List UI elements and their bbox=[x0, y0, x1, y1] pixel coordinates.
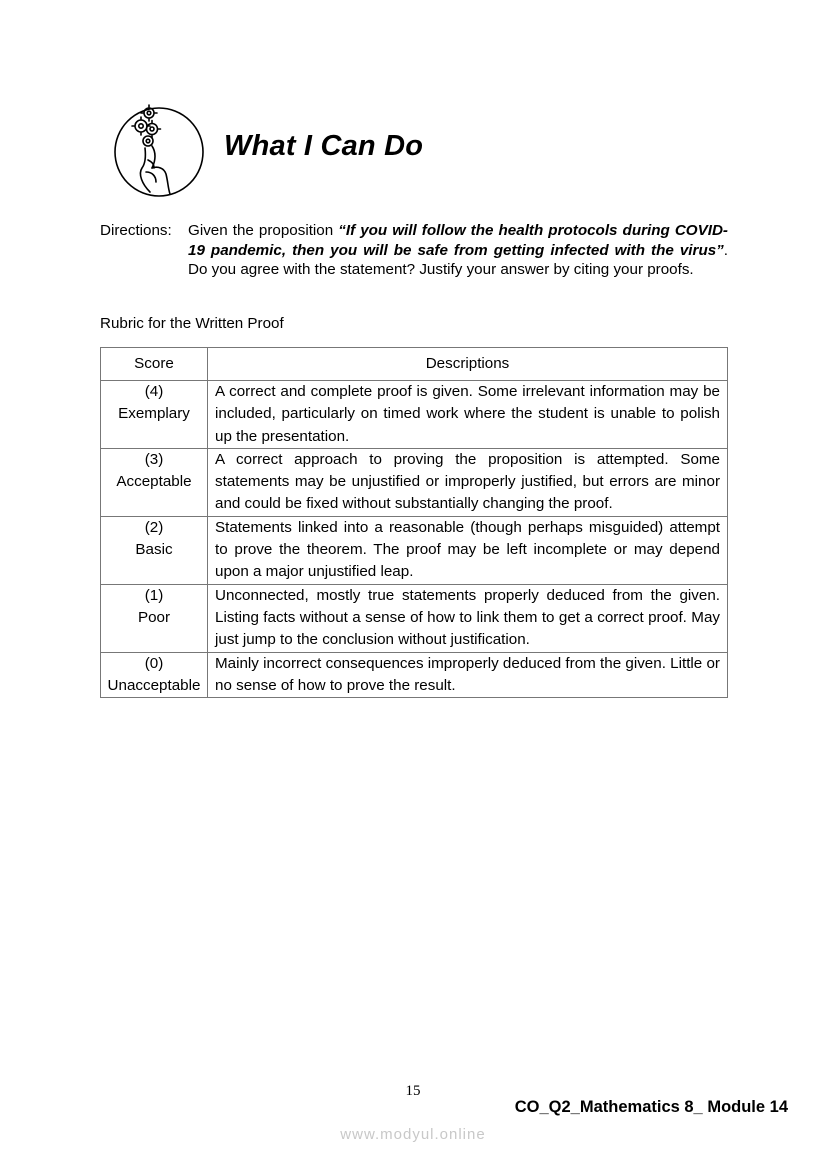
rubric-row bbox=[101, 584, 728, 652]
description-cell: Unconnected, mostly true statements properly deduced from the given. Listing facts without a sense of how to link them to get a correct proof. May just jump to the conclusion without justification. bbox=[208, 584, 728, 652]
score-cell bbox=[101, 516, 208, 584]
rubric-header-row bbox=[101, 348, 728, 381]
score-value: (1) bbox=[144, 586, 164, 604]
rubric-row bbox=[101, 652, 728, 698]
directions-rest: . Do you agree with the statement? Justify your answer by citing your proofs. bbox=[188, 241, 728, 279]
rubric-row bbox=[101, 381, 728, 449]
score-value: (0) bbox=[144, 654, 164, 672]
module-code: CO_Q2_Mathematics 8_ Module 14 bbox=[514, 1098, 788, 1116]
rubric-row bbox=[101, 516, 728, 584]
score-cell bbox=[101, 584, 208, 652]
score-value: (3) bbox=[144, 450, 164, 468]
rubric-table bbox=[100, 347, 728, 698]
directions-body bbox=[188, 221, 728, 280]
page-title: What I Can Do bbox=[224, 130, 424, 162]
directions-lead: Directions: bbox=[100, 222, 172, 239]
watermark: www.modyul.online bbox=[340, 1126, 486, 1143]
hand-holding-gears-icon bbox=[112, 102, 208, 198]
score-cell bbox=[101, 652, 208, 698]
score-value: (2) bbox=[144, 518, 164, 536]
description-cell: A correct and complete proof is given. Some irrelevant information may be included, particularly on timed work where the student is unable to polish up the presentation. bbox=[208, 381, 728, 449]
page-number: 15 bbox=[405, 1083, 421, 1099]
score-cell bbox=[101, 448, 208, 516]
directions-paragraph bbox=[100, 221, 728, 280]
rubric-row bbox=[101, 448, 728, 516]
directions-proposition: “If you will follow the health protocols during COVID-19 pandemic, then you will be safe from getting infected with the virus” bbox=[188, 222, 728, 259]
directions-intro: Given the proposition bbox=[188, 222, 334, 239]
score-level: Unacceptable bbox=[107, 676, 201, 694]
score-level: Poor bbox=[137, 608, 171, 626]
description-cell: Mainly incorrect consequences improperly deduced from the given. Little or no sense of how to prove the result. bbox=[208, 652, 728, 698]
score-header: Score bbox=[101, 348, 208, 381]
score-value: (4) bbox=[144, 383, 164, 400]
score-level: Basic bbox=[135, 541, 173, 559]
description-cell: Statements linked into a reasonable (though perhaps misguided) attempt to prove the theorem. The proof may be left incomplete or may depend upon a major unjustified leap. bbox=[208, 516, 728, 584]
score-level: Acceptable bbox=[116, 473, 192, 491]
score-level: Exemplary bbox=[118, 405, 190, 423]
descriptions-header: Descriptions bbox=[208, 348, 728, 381]
rubric-label: Rubric for the Written Proof bbox=[100, 315, 284, 332]
score-cell bbox=[101, 381, 208, 449]
description-cell: A correct approach to proving the proposition is attempted. Some statements may be unjustified or improperly justified, but errors are minor and could be fixed without substantially changing the proof. bbox=[208, 448, 728, 516]
